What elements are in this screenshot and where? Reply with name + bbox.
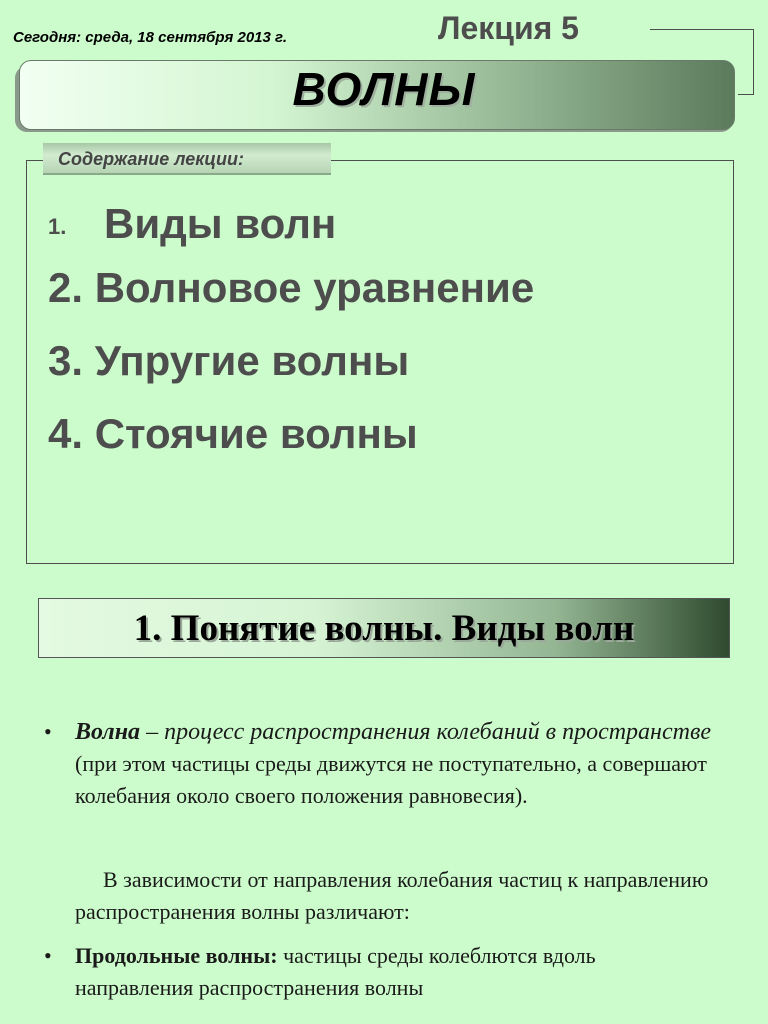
bullet-marker: • <box>44 719 52 744</box>
toc-item-text: Упругие волны <box>94 337 410 384</box>
toc-item-number: 4. <box>48 410 84 457</box>
contents-label-text: Содержание лекции: <box>58 149 244 169</box>
toc-item-text: Стоячие волны <box>94 410 418 457</box>
toc-item-number: 3. <box>48 337 84 384</box>
bullet-1-paragraph <box>75 716 715 812</box>
contents-label <box>43 143 331 175</box>
term-wave: Волна <box>75 719 141 745</box>
toc-item-text: Волновое уравнение <box>94 264 535 311</box>
lecture-number: Лекция 5 <box>438 10 579 46</box>
toc-item-1 <box>48 200 336 248</box>
term-wave-definition: – процесс распространения колебаний в пространстве <box>140 719 712 745</box>
toc-item-number: 2. <box>48 264 84 311</box>
page-title: ВОЛНЫ <box>292 63 476 115</box>
paragraph-2-text: В зависимости от направления колебания частиц к направлению распространения волны различают: <box>75 867 709 924</box>
toc-item-number: 1. <box>48 213 67 239</box>
term-longitudinal: Продольные волны: <box>75 943 278 968</box>
section-title: 1. Понятие волны. Виды волн <box>133 608 635 649</box>
bullet-1-rest: (при этом частицы среды движутся не поступательно, а совершают колебания около своего положения равновесия). <box>75 751 707 808</box>
toc-item-2 <box>48 264 534 312</box>
toc-item-4 <box>48 410 418 458</box>
bullet-2-paragraph <box>75 940 715 1004</box>
toc-item-3 <box>48 337 409 385</box>
toc-item-text: Виды волн <box>104 200 337 247</box>
bullet-marker: • <box>44 943 52 968</box>
date-text: Сегодня: среда, 18 сентября 2013 г. <box>13 29 288 46</box>
bullet-2-rest: частицы среды колеблются вдоль направления распространения волны <box>75 943 596 1000</box>
